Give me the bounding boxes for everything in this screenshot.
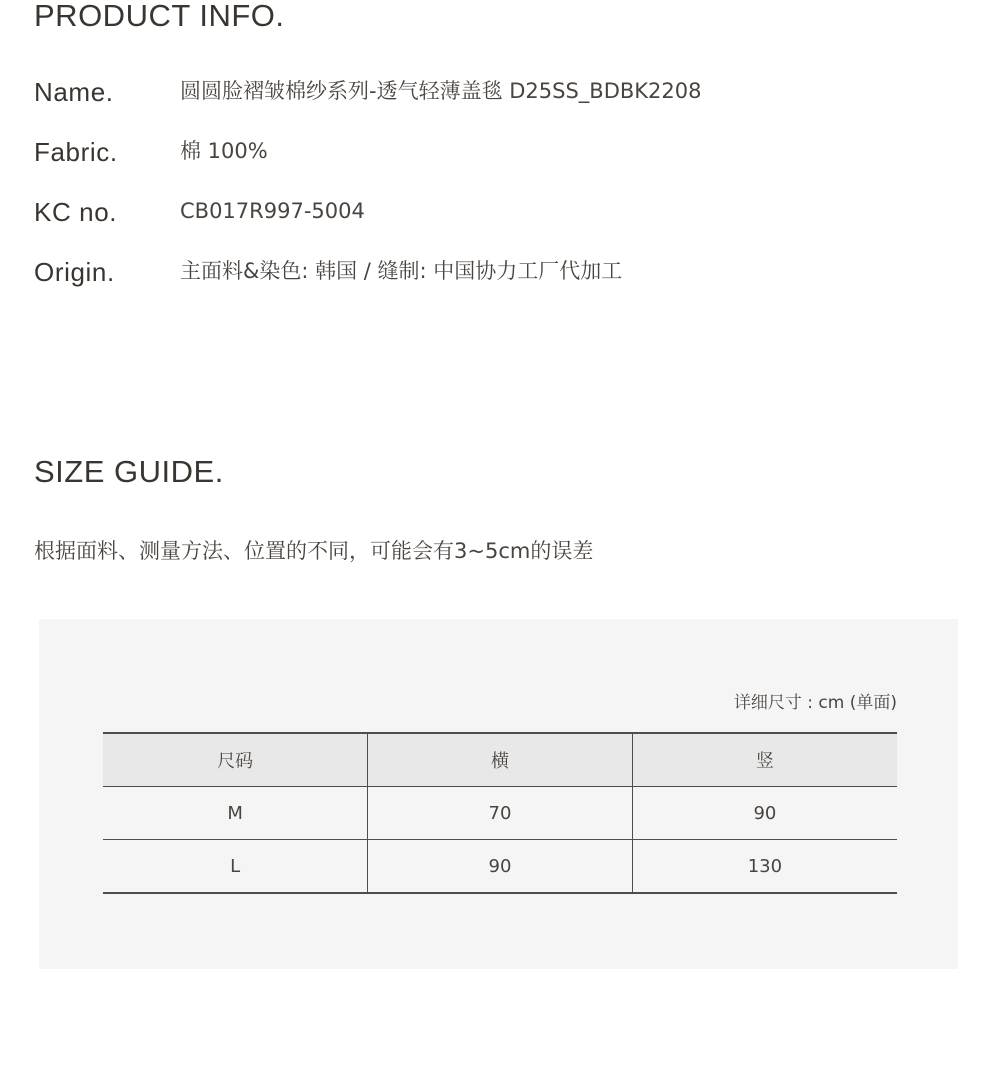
info-row-kc-no [34,195,934,235]
header-length: 竖 [632,733,897,787]
cell-size: M [103,787,368,840]
cell-width: 90 [368,840,633,894]
fabric-value: 棉 100% [180,139,268,163]
name-value: 圆圆脸褶皱棉纱系列-透气轻薄盖毯 D25SS_BDBK2208 [180,79,702,103]
name-label: Name. [34,77,114,107]
size-table [103,732,897,894]
info-row-name [34,75,934,115]
kc-no-value: CB017R997-5004 [180,199,365,223]
size-tolerance-note: 根据面料、测量方法、位置的不同，可能会有3~5cm的误差 [34,539,594,563]
table-row [103,840,897,894]
size-guide-title: SIZE GUIDE. [34,454,224,489]
size-table-panel [39,619,958,969]
cell-length: 90 [632,787,897,840]
cell-width: 70 [368,787,633,840]
header-size: 尺码 [103,733,368,787]
header-width: 横 [368,733,633,787]
info-row-origin [34,255,934,295]
product-info-title: PRODUCT INFO. [34,0,285,33]
cell-length: 130 [632,840,897,894]
origin-value: 主面料&染色: 韩国 / 缝制: 中国协力工厂代加工 [180,259,623,283]
kc-no-label: KC no. [34,197,118,227]
table-row [103,787,897,840]
origin-label: Origin. [34,257,115,287]
info-row-fabric [34,135,934,175]
cell-size: L [103,840,368,894]
unit-note: 详细尺寸 : cm (单面) [733,693,897,713]
fabric-label: Fabric. [34,137,118,167]
table-header-row [103,733,897,787]
